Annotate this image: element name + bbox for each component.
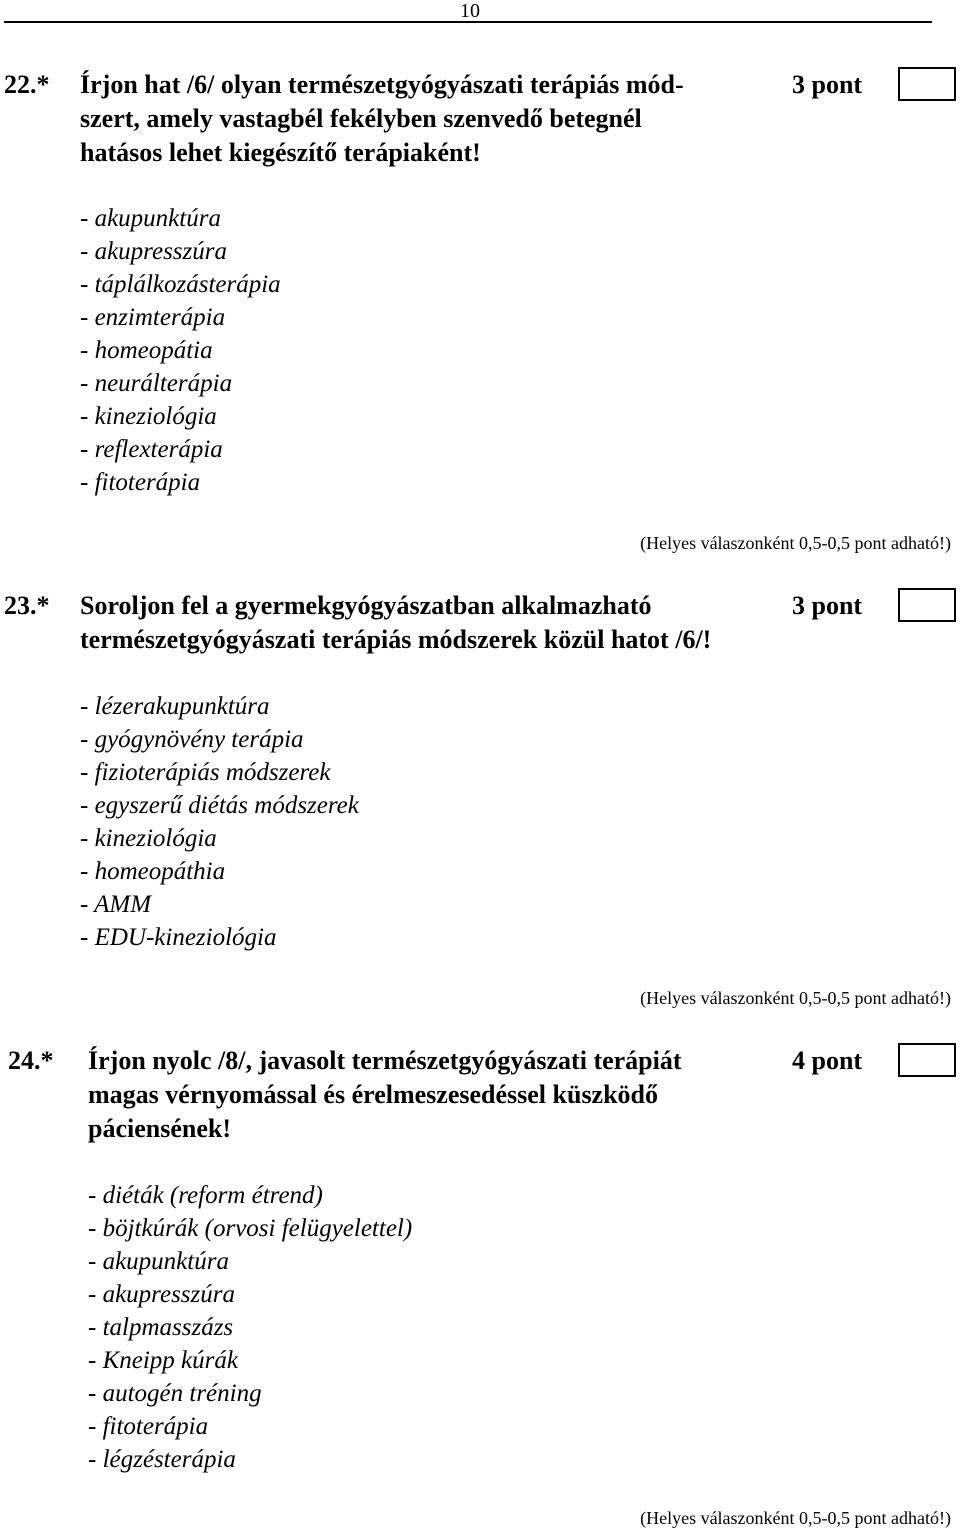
answer-item: - AMM	[80, 891, 152, 918]
answer-item: - talpmasszázs	[88, 1314, 234, 1341]
points-label: 3 pont	[792, 591, 863, 620]
question-text-line: természetgyógyászati terápiás módszerek közül hatot /6/!	[80, 625, 712, 654]
answer-item: - légzésterápia	[88, 1446, 236, 1473]
answer-item: - böjtkúrák (orvosi felügyelettel)	[88, 1215, 413, 1242]
question-text-line: Írjon hat /6/ olyan természetgyógyászati terápiás mód-	[80, 70, 684, 99]
answer-item: - homeopáthia	[80, 858, 226, 885]
question-text-line: hatásos lehet kiegészítő terápiaként!	[80, 138, 481, 167]
question-text-line: szert, amely vastagbél fekélyben szenvedő betegnél	[80, 104, 642, 133]
answer-item: - akupresszúra	[80, 238, 227, 265]
answer-item: - diéták (reform étrend)	[88, 1182, 323, 1209]
question-text	[80, 589, 711, 657]
question-number: 23.*	[4, 591, 50, 620]
answer-item: - autogén tréning	[88, 1380, 262, 1407]
answer-item: - kineziológia	[80, 825, 217, 852]
question-number: 24.*	[8, 1046, 54, 1075]
page-number: 10	[460, 0, 480, 22]
question-text-line: Írjon nyolc /8/, javasolt természetgyógyászati terápiát	[88, 1046, 682, 1075]
scoring-note: (Helyes válaszonként 0,5-0,5 pont adható!)	[640, 988, 951, 1008]
answer-item: - egyszerű diétás módszerek	[80, 792, 359, 819]
answer-item: - lézerakupunktúra	[80, 693, 270, 720]
answer-item: - akupresszúra	[88, 1281, 235, 1308]
answer-item: - fizioterápiás módszerek	[80, 759, 331, 786]
score-box[interactable]	[898, 1043, 956, 1077]
answer-item: - EDU-kineziológia	[80, 924, 277, 951]
question-text-line: páciensének!	[88, 1114, 231, 1143]
answer-item: - akupunktúra	[80, 205, 221, 232]
question-text	[88, 1044, 682, 1146]
question-text	[80, 68, 684, 170]
answer-item: - neurálterápia	[80, 370, 233, 397]
points-label: 3 pont	[792, 70, 863, 99]
answer-item: - homeopátia	[80, 337, 213, 364]
header-rule	[4, 21, 932, 23]
question-text-line: magas vérnyomással és érelmeszesedéssel küszködő	[88, 1080, 659, 1109]
answer-item: - akupunktúra	[88, 1248, 229, 1275]
answer-item: - fitoterápia	[80, 469, 201, 496]
score-box[interactable]	[898, 588, 956, 622]
answer-item: - reflexterápia	[80, 436, 223, 463]
answer-list	[80, 202, 281, 499]
question-number: 22.*	[4, 70, 50, 99]
points-label: 4 pont	[792, 1046, 863, 1075]
answer-item: - kineziológia	[80, 403, 217, 430]
scoring-note: (Helyes válaszonként 0,5-0,5 pont adható!)	[640, 1508, 951, 1528]
answer-list	[80, 690, 359, 954]
score-box[interactable]	[898, 67, 956, 101]
scoring-note: (Helyes válaszonként 0,5-0,5 pont adható!)	[640, 533, 951, 553]
answer-item: - fitoterápia	[88, 1413, 209, 1440]
answer-item: - Kneipp kúrák	[88, 1347, 238, 1374]
answer-list	[88, 1179, 412, 1476]
question-text-line: Soroljon fel a gyermekgyógyászatban alkalmazható	[80, 591, 652, 620]
answer-item: - gyógynövény terápia	[80, 726, 304, 753]
answer-item: - táplálkozásterápia	[80, 271, 281, 298]
answer-item: - enzimterápia	[80, 304, 226, 331]
